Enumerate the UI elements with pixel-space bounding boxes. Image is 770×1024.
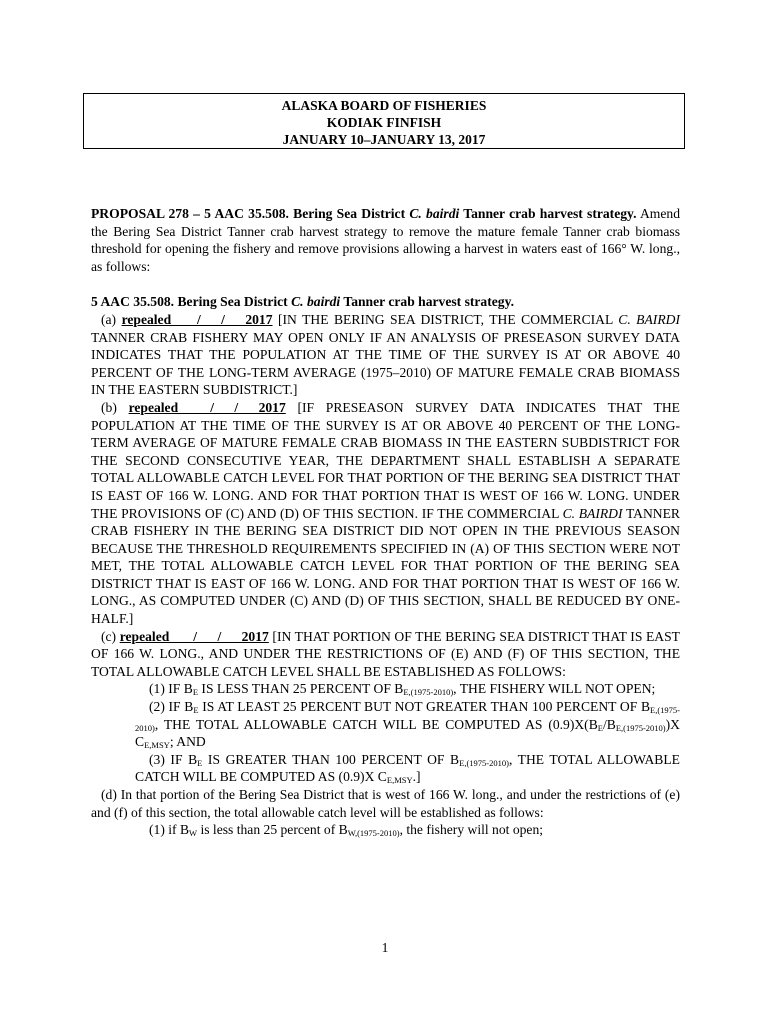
c2-sub-5: E,MSY	[144, 740, 170, 751]
paragraph-b	[91, 399, 680, 628]
proposal-summary: Amend the Bering Sea District Tanner crab harvest strategy to remove the mature female Tanner crab biomass threshold for opening the fishery and remove provisions allowing a harvest in waters east of 166° W. long., as follows:	[91, 206, 680, 274]
proposal-title-text: PROPOSAL 278 – 5 AAC 35.508. Bering Sea District	[91, 206, 410, 221]
paragraph-b-label: (b)	[101, 399, 129, 415]
paragraph-c1	[91, 680, 680, 698]
c2-text-e: )X C	[135, 716, 680, 750]
c3-text-d: .]	[412, 769, 421, 785]
paragraph-c-repealed: repealed ___/___/___2017	[119, 628, 269, 644]
proposal-title-text-end: Tanner crab harvest strategy.	[459, 206, 637, 221]
paragraph-a-label: (a)	[101, 311, 122, 327]
paragraph-b-text: [IF PRESEASON SURVEY DATA INDICATES THAT THE POPULATION AT THE TIME OF THE SURVEY IS AT OR ABOVE 40 PERCENT OF THE LONG-TERM AVERAGE OF MATURE FEMALE CRAB BIOMASS IN THE EASTERN SUBDISTRICT FOR THE SECOND CONSECUTIVE YEAR, THE DEPARTMENT SHALL ESTABLISH A SEPARATE TOTAL ALLOWABLE CATCH LEVEL FOR THAT PORTION OF THE BERING SEA DISTRICT THAT IS EAST OF 166 W. LONG. AND FOR THAT PORTION THAT IS WEST OF 166 W. LONG. UNDER THE PROVISIONS OF (C) AND (D) OF THIS SECTION. IF THE COMMERCIAL	[91, 399, 680, 521]
d1-text-a: (1) if B	[149, 822, 190, 838]
spacer	[91, 275, 680, 293]
d1-sub-2: W,(1975-2010)	[347, 828, 400, 839]
paragraph-c-label: (c)	[101, 628, 120, 644]
paragraph-c3	[91, 751, 680, 786]
c1-text-a: (1) IF B	[149, 681, 193, 697]
paragraph-c-text: [IN THAT PORTION OF THE BERING SEA DISTRICT THAT IS EAST OF 166 W. LONG., AND UNDER THE RESTRICTIONS OF (E) AND (F) OF THIS SECTION, THE TOTAL ALLOWABLE CATCH LEVEL SHALL BE ESTABLISHED AS FOLLOWS:	[91, 628, 680, 679]
c1-text-c: , THE FISHERY WILL NOT OPEN;	[453, 681, 656, 697]
section-heading-species: C. bairdi	[291, 294, 341, 310]
d1-text-c: , the fishery will not open;	[399, 822, 544, 838]
paragraph-d: (d) In that portion of the Bering Sea District that is west of 166 W. long., and under the restrictions of (e) and (f) of this section, the total allowable catch level will be established as follows:	[91, 787, 680, 820]
paragraph-a	[91, 311, 680, 399]
c3-sub-1: E	[197, 757, 203, 768]
header-line-2: KODIAK FINFISH	[326, 115, 442, 130]
proposal-title-species: C. bairdi	[409, 206, 460, 221]
document-body	[91, 205, 680, 839]
header-line-3: JANUARY 10–JANUARY 13, 2017	[282, 132, 486, 147]
c2-text-f: ; AND	[169, 734, 206, 750]
paragraph-c2	[91, 698, 680, 751]
paragraph-b-text-end: TANNER CRAB FISHERY IN THE BERING SEA DISTRICT DID NOT OPEN IN THE PREVIOUS SEASON BECAUSE THE THRESHOLD REQUIREMENTS SPECIFIED IN (A) OF THIS SECTION WERE NOT MET, THE TOTAL ALLOWABLE CATCH LEVEL FOR THAT PORTION OF THE BERING SEA DISTRICT THAT IS EAST OF 166 W. LONG. AND FOR THAT PORTION THAT IS WEST OF 166 W. LONG., AS COMPUTED UNDER (C) AND (D) OF THIS SECTION, SHALL BE REDUCED BY ONE-HALF.]	[91, 505, 680, 627]
paragraph-d1	[91, 821, 680, 839]
paragraph-b-species: C. BAIRDI	[562, 505, 623, 521]
section-heading-text: 5 AAC 35.508. Bering Sea District	[91, 294, 292, 310]
c2-sub-4: E,(1975-2010)	[615, 722, 666, 733]
paragraph-a-text-end: TANNER CRAB FISHERY MAY OPEN ONLY IF AN ANALYSIS OF PRESEASON SURVEY DATA INDICATES THAT THE POPULATION AT THE TIME OF THE SURVEY IS AT OR ABOVE 40 PERCENT OF THE LONG-TERM AVERAGE (1975–2010) OF MATURE FEMALE CRAB BIOMASS IN THE EASTERN SUBDISTRICT.]	[91, 329, 680, 398]
c3-sub-2: E,(1975-2010)	[459, 757, 509, 768]
c2-sub-2: E,(1975-2010)	[135, 705, 680, 733]
proposal-title	[91, 206, 636, 221]
c2-text-c: , THE TOTAL ALLOWABLE CATCH WILL BE COMPUTED AS (0.9)X(B	[154, 716, 598, 732]
c3-text-a: (3) IF B	[149, 751, 198, 767]
d1-sub-1: W	[189, 828, 198, 839]
c1-sub-2: E,(1975-2010)	[403, 687, 454, 698]
paragraph-c	[91, 628, 680, 681]
paragraph-a-text: [IN THE BERING SEA DISTRICT, THE COMMERCIAL	[272, 311, 619, 327]
page-number: 1	[381, 940, 389, 955]
c1-sub-1: E	[192, 687, 199, 698]
meeting-header-box	[83, 93, 685, 149]
c2-text-d: /B	[602, 716, 616, 732]
c2-sub-3: E	[597, 722, 603, 733]
paragraph-a-repealed: repealed ___/___/___2017	[121, 311, 273, 327]
c1-text-b: IS LESS THAN 25 PERCENT OF B	[198, 681, 404, 697]
proposal-paragraph	[91, 205, 680, 275]
c3-text-b: IS GREATER THAN 100 PERCENT OF B	[202, 751, 460, 767]
d1-text-b: is less than 25 percent of B	[197, 822, 348, 838]
c2-text-b: IS AT LEAST 25 PERCENT BUT NOT GREATER THAN 100 PERCENT OF B	[198, 699, 651, 715]
c2-text-a: (2) IF B	[149, 699, 194, 715]
c3-sub-3: E,MSY	[386, 775, 413, 786]
section-heading-text-end: Tanner crab harvest strategy.	[340, 294, 515, 310]
c2-sub-1: E	[193, 705, 199, 716]
paragraph-b-repealed: repealed ___/___/___2017	[128, 399, 286, 415]
header-line-1: ALASKA BOARD OF FISHERIES	[281, 98, 487, 113]
c3-text-c: , THE TOTAL ALLOWABLE CATCH WILL BE COMPUTED AS (0.9)X C	[135, 751, 680, 785]
paragraph-a-species: C. BAIRDI	[618, 311, 680, 327]
section-heading	[91, 293, 680, 311]
